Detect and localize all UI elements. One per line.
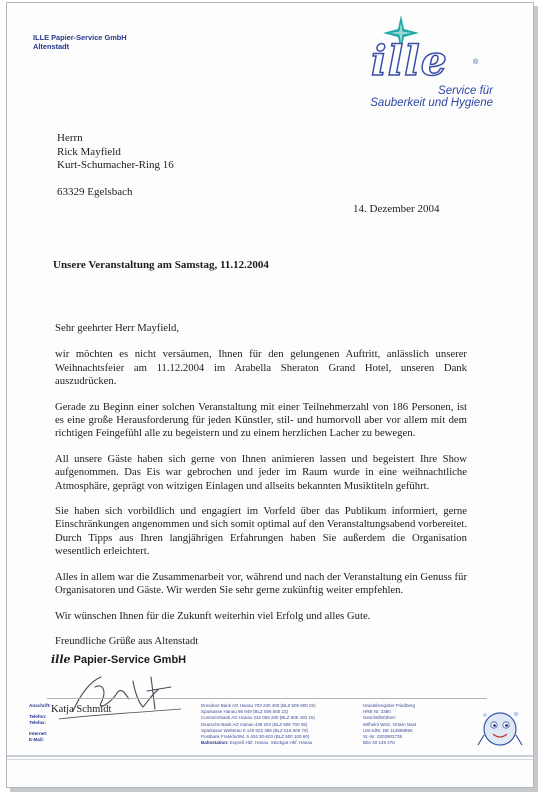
logo-tagline-1: Service für: [438, 85, 493, 97]
bank-line: Dresdner Bank AG Hanau 703 230 400 (BLZ 506 800 02): [201, 703, 316, 708]
ille-logo: [351, 13, 491, 117]
recipient-street: Kurt-Schumacher-Ring 16: [57, 159, 174, 172]
paragraph-1: wir möchten es nicht versäumen, Ihnen für den gelungenen Auftritt, anlässlich unserer Weihnachtsfeier am 11.12.2004 im Arabella Sheraton Grand Hotel, unseren Dank auszudrücken.: [55, 348, 467, 388]
bank-line: Deutsche Bank AG Hanau 439 204 (BLZ 506 700 06): [201, 721, 308, 727]
letter-page: [6, 2, 534, 788]
sender-block: [33, 33, 127, 51]
bank-line: Sparkasse Hanau 86 949 (BLZ 506 500 23): [201, 709, 289, 715]
footer-label: Anschrift:: [29, 703, 51, 708]
bahnstation-label: Bahnstation:: [201, 740, 229, 746]
reg-line: Geschäftsführer:: [363, 715, 397, 721]
paragraph-3: All unsere Gäste haben sich gerne von Ihnen animieren lassen und begeistert Ihre Show aufgenommen. Das Eis war gebrochen und jeder im Raum wurde in eine weihnachtliche Atmosphäre, geprägt von witzigen Einlagen und allseits bekannten Musiktiteln geführt.: [55, 452, 467, 492]
signature-company-rest: Papier-Service GmbH: [73, 654, 187, 666]
reg-line: Handelsregister Friedberg: [363, 703, 416, 708]
reg-line: HRB Nr. 3380: [363, 709, 391, 715]
footer-divider: [47, 698, 487, 699]
sender-company: ILLE Papier-Service GmbH: [33, 33, 127, 42]
footer-stripe: [7, 755, 534, 757]
reg-line: Wilhelm Welz, Ortwin Nast: [363, 721, 417, 727]
signatory-name: Katja Schmidt: [51, 704, 112, 715]
footer-contact-labels: [29, 703, 51, 742]
paragraph-4: Sie haben sich vorbildlich und engagiert im Vorfeld über das Publikum informiert, gerne Einschränkungen angenommen und sich somit optimal auf den Veranstaltungsabend vorbereitet. Durch Tipps aus Ihren langjährigen Erfahrungen haben Sie außerdem die Organisation wesentlich erleichtert.: [55, 505, 467, 558]
logo-tagline: [361, 85, 493, 109]
paragraph-6: Wir wünschen Ihnen für die Zukunft weiterhin viel Erfolg und alles Gute.: [55, 609, 371, 622]
footer-stripe: [7, 759, 534, 760]
footer-label: Telefon:: [29, 714, 47, 720]
logo-tagline-2: Sauberkeit und Hygiene: [370, 97, 493, 109]
footer-label: E-Mail:: [29, 736, 45, 742]
footer-registry: [363, 703, 416, 746]
recipient-name: Rick Mayfield: [57, 145, 121, 158]
recipient-address: [57, 132, 174, 200]
bahnstation-value: Expreß Hbf. Hanau, Stückgut Hbf. Hanau: [229, 740, 313, 746]
letter-body: [55, 322, 467, 660]
sender-city: Altenstadt: [33, 42, 70, 51]
bank-line: Sparkasse Wetterau 0 140 022 365 (BLZ 518 500 79): [201, 727, 308, 733]
footer-bank-details: [201, 703, 316, 746]
logo-wordmark: ille: [371, 37, 448, 85]
closing: Freundliche Grüße aus Altenstadt: [55, 634, 199, 647]
registered-mark: ®: [473, 59, 479, 66]
bank-line: Commerzbank AG Hanau 232 059 200 (BLZ 506 400 15): [201, 715, 315, 721]
recipient-city: 63329 Egelsbach: [57, 186, 133, 199]
mascot-icon: [475, 705, 525, 753]
reg-line: Bbn 40 149 478: [363, 740, 395, 746]
letter-date: 14. Dezember 2004: [353, 203, 440, 215]
footer-label: Telefax:: [29, 719, 47, 725]
reg-line: St.-Nr. 0202902735: [363, 734, 403, 740]
paragraph-2: Gerade zu Beginn einer solchen Veranstaltung mit einer Teilnehmerzahl von 186 Personen, ist es eine große Herausforderung für jeden Künstler, stil- und humorvoll aber vor allem mit dem richtigen Feingefühl alle zu begeistern und zu einem herzlichen Lacher zu bewegen.: [55, 400, 467, 440]
recipient-salutation: Herrn: [57, 132, 83, 144]
signature-brand: ille: [51, 653, 71, 666]
footer-label: Internet:: [29, 730, 48, 736]
reg-line: USt-IdNr. DE 113559955: [363, 727, 413, 733]
letter-subject: Unsere Veranstaltung am Samstag, 11.12.2004: [53, 259, 269, 271]
greeting: Sehr geehrter Herr Mayfield,: [55, 322, 180, 334]
bank-line: Postbank Frankfurt/M. 5 404 30-603 (BLZ 500 100 60): [201, 734, 310, 740]
paragraph-5: Alles in allem war die Zusammenarbeit vor, während und nach der Veranstaltung ein Genuss für Organisatoren und Gäste. Wir werden Sie sehr gerne zukünftig weiter empfehlen.: [55, 570, 467, 597]
bahnstation-line: [201, 740, 316, 746]
